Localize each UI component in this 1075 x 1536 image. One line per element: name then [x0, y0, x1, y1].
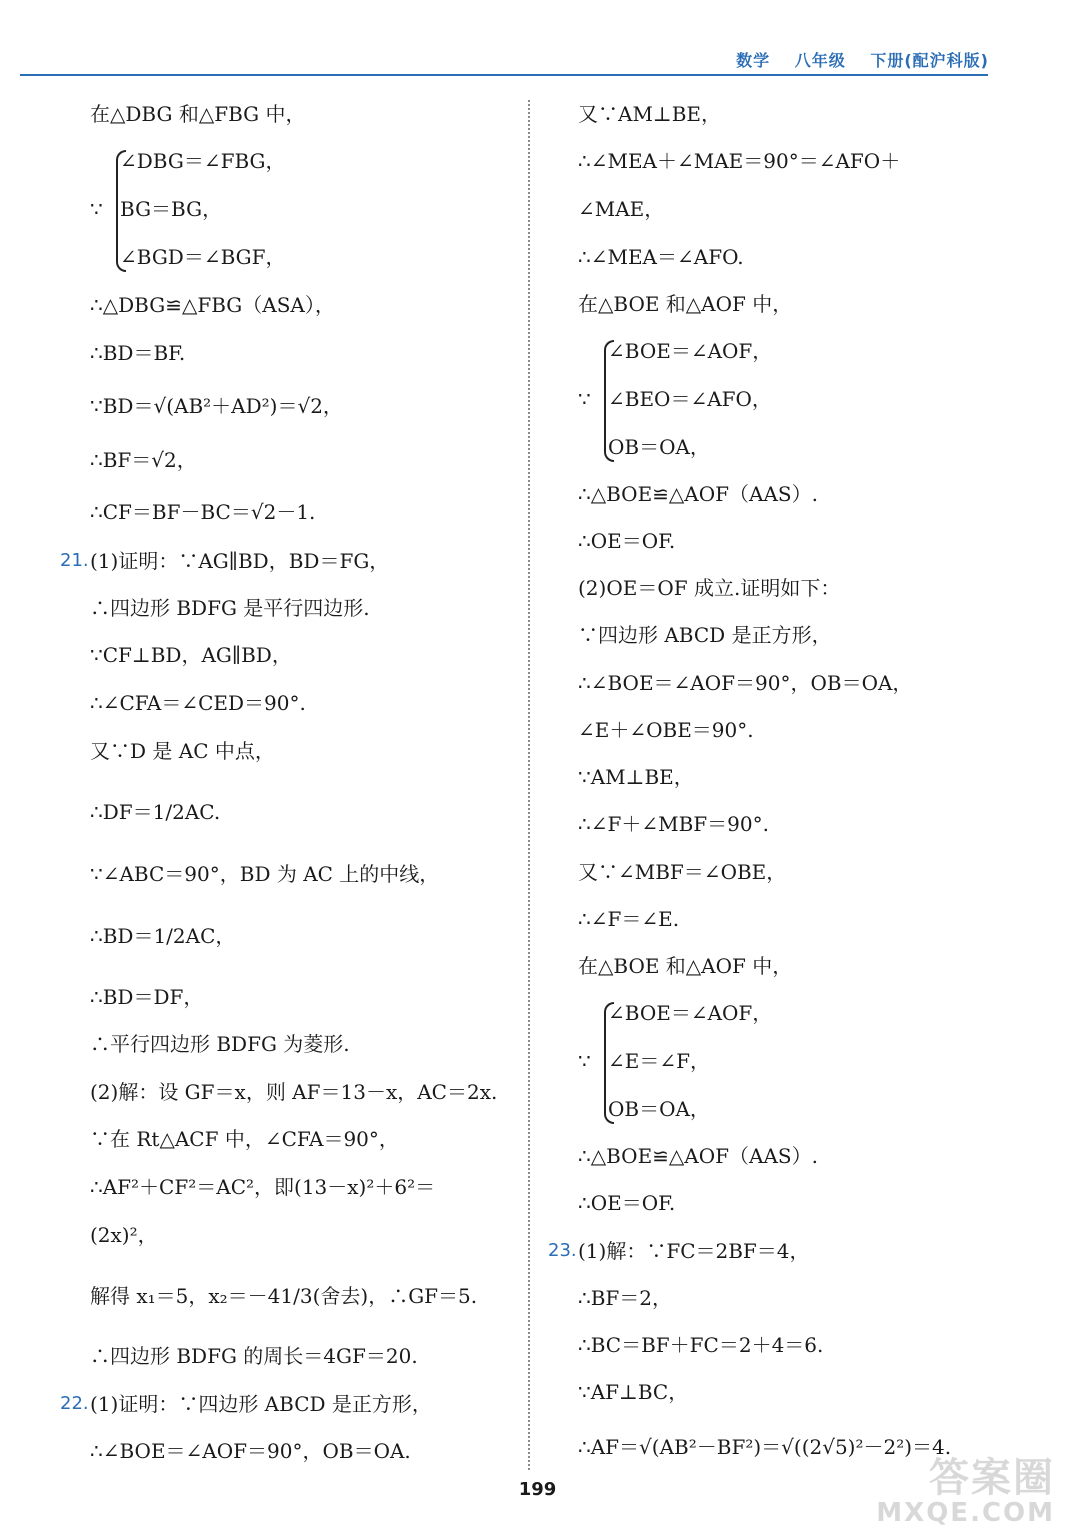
- text-line: ∴△BOE≌△AOF（AAS）.: [578, 1144, 818, 1168]
- text-line: ∴△BOE≌△AOF（AAS）.: [578, 482, 818, 506]
- text-line: ∴∠CFA＝∠CED＝90°.: [90, 691, 306, 715]
- text-line: ∠BGD＝∠BGF，: [120, 245, 286, 269]
- text-line: (1)证明：∵AG∥BD，BD＝FG，: [90, 549, 390, 573]
- text-line: ∵AM⊥BE，: [578, 765, 694, 789]
- text-line: 又∵D 是 AC 中点，: [90, 739, 275, 763]
- text-line: ∠E＝∠F，: [608, 1049, 710, 1073]
- text-line: ∴BF＝√2，: [90, 448, 197, 472]
- text-line: ∴∠BOE＝∠AOF＝90°，OB＝OA.: [90, 1439, 411, 1463]
- text-line: ∠MAE，: [578, 197, 665, 221]
- text-line: 在△DBG 和△FBG 中，: [90, 102, 306, 126]
- text-line: ∴BF＝2，: [578, 1286, 673, 1310]
- text-line: ∵BD＝√(AB²＋AD²)＝√2，: [90, 394, 343, 418]
- text-line: ∴∠F＋∠MBF＝90°.: [578, 812, 769, 836]
- text-line: (2x)²，: [90, 1223, 158, 1247]
- column-divider: [528, 100, 530, 1470]
- text-line: 在△BOE 和△AOF 中，: [578, 292, 793, 316]
- page-header: [718, 48, 989, 71]
- text-line: ∴CF＝BF－BC＝√2－1.: [90, 500, 316, 524]
- text-line: ∵: [578, 387, 591, 411]
- text-line: ∴BD＝1/2AC，: [90, 924, 236, 948]
- text-line: ∴四边形 BDFG 的周长＝4GF＝20.: [90, 1344, 418, 1368]
- text-line: ∵在 Rt△ACF 中，∠CFA＝90°，: [90, 1127, 399, 1151]
- header-rule: [20, 74, 988, 76]
- text-line: ∴∠F＝∠E.: [578, 907, 680, 931]
- text-line: ∵: [90, 197, 103, 221]
- page-number: 199: [518, 1479, 557, 1500]
- text-line: ∴AF²＋CF²＝AC²，即(13－x)²＋6²＝: [90, 1175, 436, 1199]
- text-line: ∵CF⊥BD，AG∥BD，: [90, 643, 292, 667]
- header-subject: 数学: [736, 51, 771, 70]
- text-line: ∴DF＝1/2AC.: [90, 800, 221, 824]
- question-number: 22.: [60, 1393, 89, 1414]
- watermark-top: 答案圈: [929, 1455, 1055, 1501]
- text-line: (1)解：∵FC＝2BF＝4，: [578, 1239, 810, 1263]
- text-line: ∴OE＝OF.: [578, 529, 676, 553]
- text-line: 解得 x₁＝5，x₂＝－41/3(舍去)，∴GF＝5.: [90, 1284, 478, 1308]
- text-line: (1)证明：∵四边形 ABCD 是正方形，: [90, 1392, 432, 1416]
- question-number: 21.: [60, 550, 89, 571]
- text-line: ∠E＋∠OBE＝90°.: [578, 718, 754, 742]
- text-line: ∴∠BOE＝∠AOF＝90°，OB＝OA，: [578, 671, 913, 695]
- text-line: BG＝BG，: [120, 197, 223, 221]
- text-line: ∴四边形 BDFG 是平行四边形.: [90, 596, 370, 620]
- text-line: ∵: [578, 1049, 591, 1073]
- text-line: 又∵AM⊥BE，: [578, 102, 722, 126]
- header-edition: 下册(配沪科版): [870, 51, 989, 70]
- text-line: ∠BOE＝∠AOF，: [608, 339, 773, 363]
- text-line: 又∵∠MBF＝∠OBE，: [578, 860, 787, 884]
- text-line: OB＝OA，: [608, 1097, 710, 1121]
- text-line: ∴BD＝DF，: [90, 985, 204, 1009]
- text-line: ∴OE＝OF.: [578, 1191, 676, 1215]
- text-line: ∠DBG＝∠FBG，: [120, 149, 286, 173]
- text-line: ∵∠ABC＝90°，BD 为 AC 上的中线，: [90, 862, 440, 886]
- text-line: ∴∠MEA＋∠MAE＝90°＝∠AFO＋: [578, 149, 901, 173]
- watermark: [876, 1455, 1055, 1528]
- question-number: 23.: [548, 1240, 577, 1261]
- text-line: ∴平行四边形 BDFG 为菱形.: [90, 1032, 350, 1056]
- watermark-bottom: MXQE.COM: [876, 1498, 1055, 1528]
- text-line: ∴BC＝BF＋FC＝2＋4＝6.: [578, 1333, 824, 1357]
- text-line: ∵AF⊥BC，: [578, 1380, 689, 1404]
- text-line: ∴BD＝BF.: [90, 341, 186, 365]
- text-line: (2)解：设 GF＝x，则 AF＝13－x，AC＝2x.: [90, 1080, 498, 1104]
- text-line: ∠BOE＝∠AOF，: [608, 1001, 773, 1025]
- text-line: ∴AF＝√(AB²－BF²)＝√((2√5)²－2²)＝4.: [578, 1435, 952, 1459]
- text-line: OB＝OA，: [608, 435, 710, 459]
- text-line: ∴∠MEA＝∠AFO.: [578, 245, 744, 269]
- text-line: (2)OE＝OF 成立.证明如下：: [578, 576, 841, 600]
- text-line: 在△BOE 和△AOF 中，: [578, 954, 793, 978]
- text-line: ∵四边形 ABCD 是正方形，: [578, 623, 832, 647]
- header-grade: 八年级: [794, 51, 846, 70]
- text-line: ∠BEO＝∠AFO，: [608, 387, 772, 411]
- text-line: ∴△DBG≌△FBG（ASA），: [90, 293, 335, 317]
